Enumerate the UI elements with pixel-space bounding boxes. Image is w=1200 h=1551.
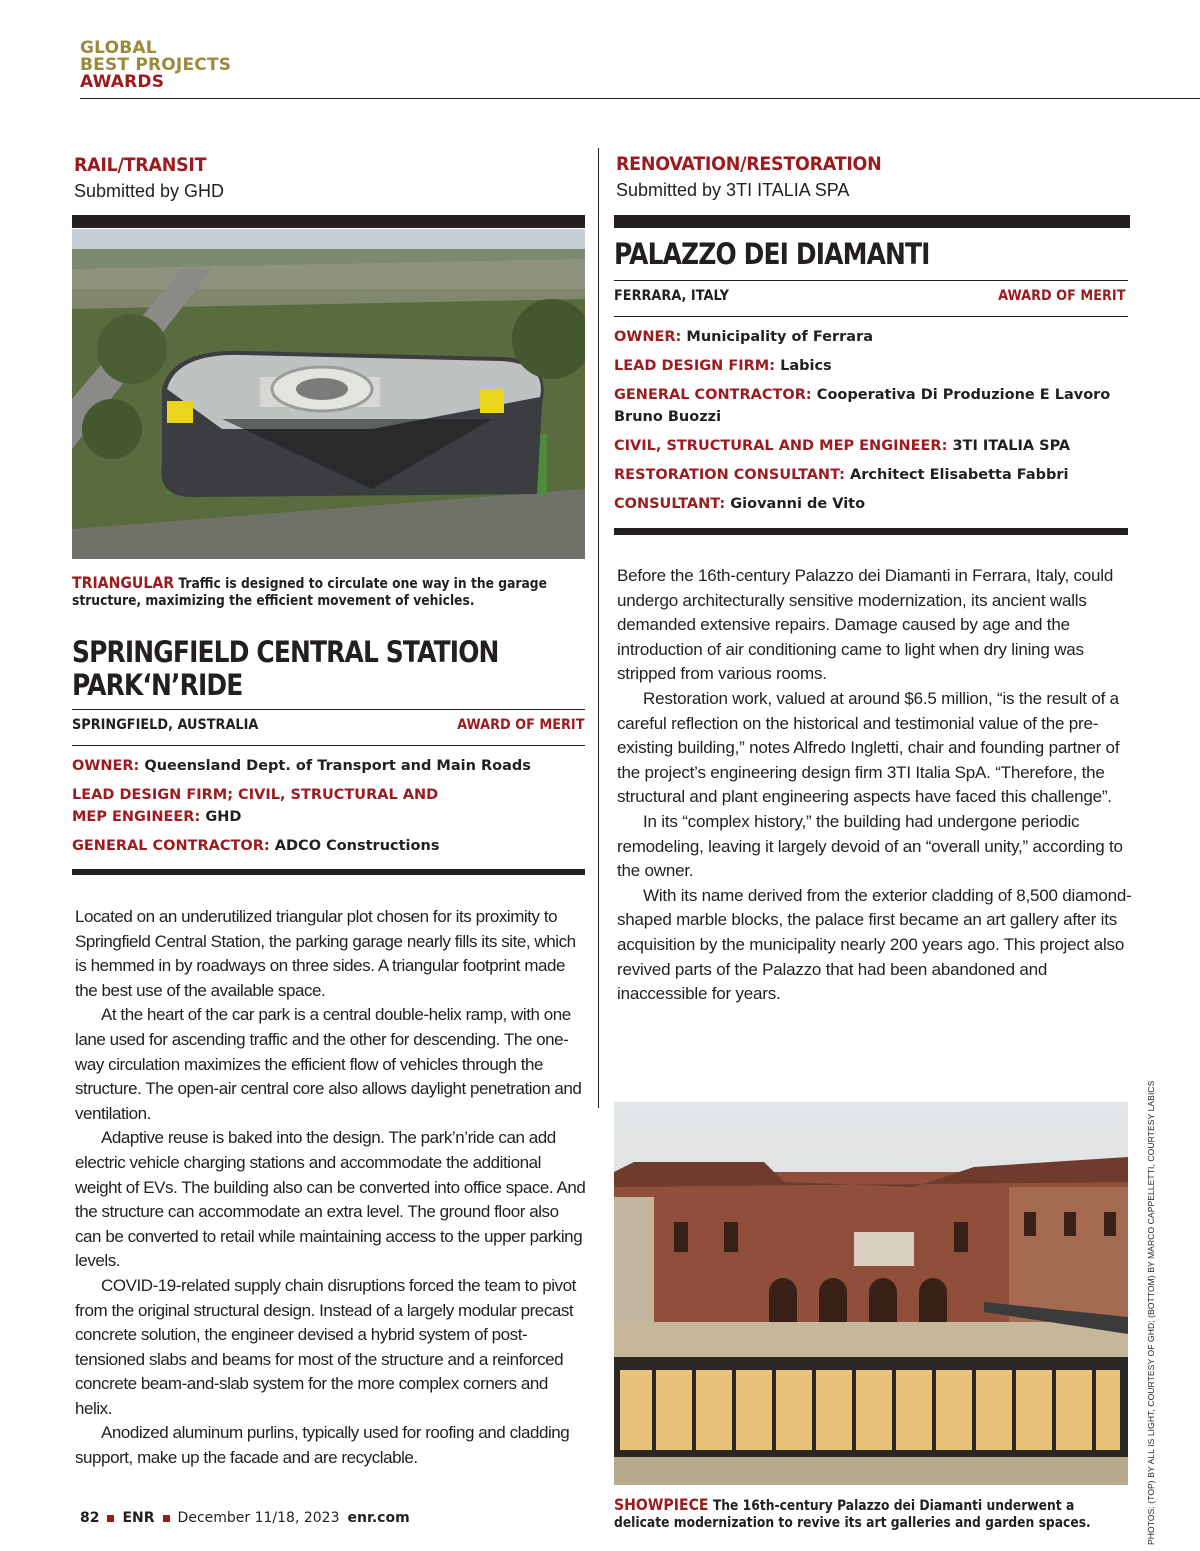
left-award: AWARD OF MERIT (457, 717, 585, 733)
right-paragraph: Before the 16th-century Palazzo dei Diamanti in Ferrara, Italy, could undergo architecturally sensitive modernization, its ancient walls demanded extensive repairs. Damage caused by age and the introduction of air conditioning came to light when dry lining was stripped from various rooms. (617, 566, 1114, 684)
footer-site: enr.com (347, 1510, 410, 1526)
masthead-line-awards: AWARDS (80, 72, 165, 92)
right-thick-rule (614, 215, 1130, 228)
photo-credit: PHOTOS: (TOP) BY ALL IS LIGHT, COURTESY OF GHD; (BOTTOM) BY MARCO CAPPELLETTI, COURTESY LABICS (1146, 1080, 1156, 1545)
left-caption-text: Traffic is designed to circulate one way in the garage structure, maximizing the efficient movement of vehicles. (72, 576, 547, 609)
right-caption-kicker: SHOWPIECE (614, 1495, 709, 1514)
right-credits (614, 326, 1114, 522)
right-body-text (617, 564, 1133, 1007)
left-paragraph: COVID-19-related supply chain disruptions forced the team to pivot from the original structural design. Instead of a largely modular precast concrete solution, the engineer devised a hybrid system of post-tensioned slabs and beams for most of the structure and a reinforced concrete beam-and-slab system for the more complex corners and helix. (75, 1275, 576, 1418)
right-project-title: PALAZZO DEI DIAMANTI (614, 237, 930, 271)
right-credit-owner: OWNER: Municipality of Ferrara (614, 329, 874, 345)
palazzo-photo (614, 1102, 1128, 1485)
left-photo-caption (72, 574, 582, 610)
left-paragraph: Anodized aluminum purlins, typically used for roofing and cladding support, make up the facade and are recyclable. (75, 1423, 570, 1468)
column-divider (598, 148, 599, 1108)
left-location: SPRINGFIELD, AUSTRALIA (72, 717, 259, 733)
left-paragraph: Located on an underutilized triangular plot chosen for its proximity to Springfield Central Station, the parking garage nearly fills its site, which is hemmed in by roadways on three sides. A triangular footprint made the best use of the available space. (75, 907, 576, 1000)
separator-square-icon (163, 1515, 170, 1522)
left-location-row (72, 717, 585, 733)
page-number: 82 (80, 1510, 100, 1526)
page-footer (80, 1510, 410, 1526)
left-credit-lead-design: LEAD DESIGN FIRM; CIVIL, STRUCTURAL AND MEP ENGINEER: GHD (72, 787, 439, 825)
right-category: RENOVATION/RESTORATION (616, 153, 882, 175)
right-award: AWARD OF MERIT (998, 288, 1126, 304)
left-thick-rule (72, 215, 585, 228)
left-credit-general-contractor: GENERAL CONTRACTOR: ADCO Constructions (72, 838, 440, 854)
separator-square-icon (107, 1515, 114, 1522)
masthead-line-global: GLOBAL (80, 38, 157, 58)
section-masthead (80, 40, 231, 91)
right-photo-caption (614, 1496, 1124, 1532)
parking-garage-illustration (72, 229, 585, 559)
left-paragraph: Adaptive reuse is baked into the design. The park’n’ride can add electric vehicle charging stations and accommodate the additional weight of EVs. The building also can be converted into office space. And the structure can accommodate an extra level. The ground floor also can be converted to retail while maintaining access to the upper parking levels. (75, 1128, 586, 1271)
left-body-text (75, 905, 587, 1471)
left-location-rule (72, 745, 585, 746)
right-paragraph: With its name derived from the exterior cladding of 8,500 diamond-shaped marble blocks, the palace first became an art gallery after its acquisition by the municipality nearly 200 years ago. This project also revived parts of the Palazzo that had been abandoned and inaccessible for years. (617, 885, 1132, 1004)
right-credit-general-contractor: GENERAL CONTRACTOR: Cooperativa Di Produzione E Lavoro Bruno Buozzi (614, 387, 1111, 425)
header-rule (80, 98, 1200, 99)
left-title-line1: SPRINGFIELD CENTRAL STATION (72, 635, 499, 669)
left-credits-rule (72, 869, 585, 875)
footer-date: December 11/18, 2023 (177, 1510, 340, 1526)
left-category: RAIL/TRANSIT (74, 154, 207, 176)
left-submitted-by: Submitted by GHD (74, 181, 225, 201)
right-paragraph: In its “complex history,” the building had undergone periodic remodeling, leaving it largely devoid of an “overall unity,” according to the owner. (617, 811, 1123, 881)
right-credit-restoration-consultant: RESTORATION CONSULTANT: Architect Elisabetta Fabbri (614, 467, 1069, 483)
left-project-title (72, 636, 571, 702)
right-credits-rule (614, 528, 1128, 535)
right-credit-consultant: CONSULTANT: Giovanni de Vito (614, 496, 866, 512)
right-caption-text: The 16th-century Palazzo dei Diamanti underwent a delicate modernization to revive its art galleries and garden spaces. (614, 1498, 1091, 1531)
left-caption-kicker: TRIANGULAR (72, 573, 175, 592)
right-location-rule (614, 316, 1128, 317)
left-credits (72, 755, 552, 864)
left-credit-owner: OWNER: Queensland Dept. of Transport and Main Roads (72, 758, 531, 774)
right-location-row (614, 288, 1126, 304)
left-title-line2: PARK‘N’RIDE (72, 668, 243, 702)
left-title-rule (72, 709, 585, 710)
left-paragraph: At the heart of the car park is a central double-helix ramp, with one lane used for ascending traffic and the other for descending. The one-way circulation maximizes the efficient flow of vehicles through the structure. The open-air central core also allows daylight penetration and ventilation. (75, 1005, 582, 1123)
masthead-line-best-projects: BEST PROJECTS (80, 55, 232, 75)
right-credit-engineer: CIVIL, STRUCTURAL AND MEP ENGINEER: 3TI ITALIA SPA (614, 438, 1071, 454)
right-credit-lead-design: LEAD DESIGN FIRM: Labics (614, 358, 832, 374)
right-location: FERRARA, ITALY (614, 288, 729, 304)
footer-brand: ENR (122, 1510, 155, 1526)
parking-garage-photo (72, 229, 585, 559)
right-title-rule (614, 280, 1128, 281)
right-submitted-by: Submitted by 3TI ITALIA SPA (616, 180, 850, 200)
palazzo-illustration (614, 1102, 1128, 1485)
right-paragraph: Restoration work, valued at around $6.5 million, “is the result of a careful reflection on the historical and testimonial value of the pre-existing building,” notes Alfredo Ingletti, chair and founding partner of the project’s engineering design firm 3TI Italia SpA. “Therefore, the structural and plant engineering aspects have faced this challenge”. (617, 688, 1120, 807)
